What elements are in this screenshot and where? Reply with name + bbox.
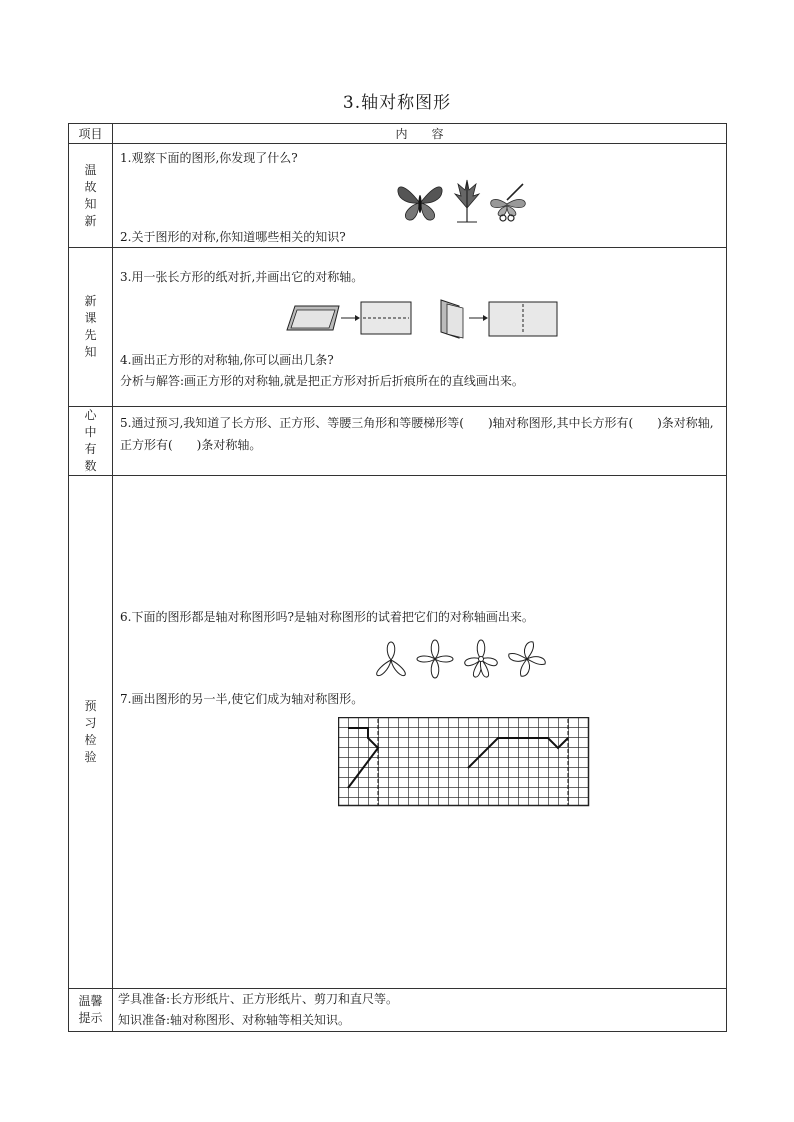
flower-figures (371, 638, 551, 680)
leaf-icon (455, 180, 479, 222)
section-mind (69, 407, 727, 476)
flower-icon (377, 642, 406, 676)
question-1: 1.观察下面的图形,你发现了什么? (120, 151, 298, 165)
section-label-preview: 新课先知 (84, 294, 97, 359)
flower-icon (509, 642, 546, 677)
tip-line-2: 知识准备:轴对称图形、对称轴等相关知识。 (118, 1013, 351, 1027)
half-figure-right (468, 738, 568, 768)
table-header-row (69, 124, 727, 144)
flower-icon (417, 640, 453, 678)
tip-line-1: 学具准备:长方形纸片、正方形纸片、剪刀和直尺等。 (118, 992, 399, 1006)
folded-paper-icon (287, 306, 339, 330)
section-label-mind: 心中有数 (84, 408, 97, 473)
header-item: 项目 (69, 124, 113, 144)
section-label-tips: 温馨提示 (78, 994, 103, 1025)
nature-pictures (395, 178, 535, 226)
drawing-grid (338, 717, 590, 807)
section-tips (69, 989, 727, 1032)
worksheet-table (68, 123, 727, 1032)
section-label-check: 预习检验 (84, 699, 97, 764)
header-content: 内 容 (113, 124, 727, 144)
question-7: 7.画出图形的另一半,使它们成为轴对称图形。 (120, 692, 364, 706)
butterfly-icon (398, 187, 442, 220)
fold-rectangle-diagram (283, 298, 563, 340)
page-title: 3.轴对称图形 (342, 93, 452, 113)
section-preview (69, 248, 727, 407)
analysis-text: 分析与解答:画正方形的对称轴,就是把正方形对折后折痕所在的直线画出来。 (120, 374, 524, 388)
question-4: 4.画出正方形的对称轴,你可以画出几条? (120, 353, 334, 367)
flower-icon (465, 640, 498, 677)
section-check (69, 476, 727, 989)
section-label-review: 温故知新 (84, 162, 97, 228)
question-5: 5.通过预习,我知道了长方形、正方形、等腰三角形和等腰梯形等( )轴对称图形,其中长方形有( )条对称轴,正方形有( )条对称轴。 (120, 416, 714, 452)
folded-paper-icon (441, 300, 463, 338)
dragonfly-icon (491, 184, 526, 221)
question-6: 6.下面的图形都是轴对称图形吗?是轴对称图形的试着把它们的对称轴画出来。 (120, 610, 534, 624)
question-2: 2.关于图形的对称,你知道哪些相关的知识? (120, 230, 346, 244)
section-review (69, 144, 727, 248)
question-3: 3.用一张长方形的纸对折,并画出它的对称轴。 (120, 270, 364, 284)
half-figure-left (348, 728, 378, 788)
